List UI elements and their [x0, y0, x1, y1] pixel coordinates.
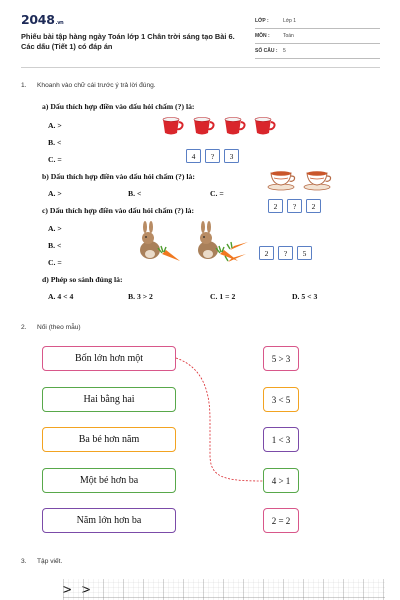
question-d-option-c[interactable]: C. 1 = 2 [210, 292, 236, 301]
question-c-option-c[interactable]: C. = [48, 258, 62, 267]
match-right-item[interactable]: 3 < 5 [263, 387, 299, 412]
meta-table [255, 15, 380, 60]
number-box: 5 [297, 246, 312, 260]
section-1-heading: 1. Khoanh vào chữ cái trước ý trả lời đúng. [21, 82, 156, 89]
answer-box[interactable]: ? [205, 149, 220, 163]
rabbit-carrot-icon [128, 220, 252, 266]
red-cup-icon [222, 114, 246, 138]
meta-value: 5 [283, 48, 286, 54]
match-left-item[interactable]: Hai bằng hai [42, 387, 176, 412]
question-b-label: b) Dấu thích hợp điền vào dấu hỏi chấm (?) là: [42, 172, 195, 181]
meta-value: Toán [283, 33, 294, 39]
match-right-item[interactable]: 1 < 3 [263, 427, 299, 452]
question-d-option-a[interactable]: A. 4 < 4 [48, 292, 74, 301]
meta-key: LỚP : [255, 18, 269, 24]
match-right-item[interactable]: 4 > 1 [263, 468, 299, 493]
question-d-option-d[interactable]: D. 5 < 3 [292, 292, 318, 301]
question-a-option-a[interactable]: A. > [48, 121, 62, 130]
meta-row-subject [255, 30, 380, 44]
question-d-option-b[interactable]: B. 3 > 2 [128, 292, 153, 301]
number-box: 2 [259, 246, 274, 260]
number-box: 4 [186, 149, 201, 163]
match-left-item[interactable]: Một bé hơn ba [42, 468, 176, 493]
red-cup-icon [191, 114, 215, 138]
question-b-option-c[interactable]: C. = [210, 189, 224, 198]
number-box: 2 [268, 199, 283, 213]
site-logo[interactable]: 2048.vn [21, 12, 64, 27]
meta-value: Lớp 1 [283, 18, 297, 24]
answer-box[interactable]: ? [278, 246, 293, 260]
question-c-label: c) Dấu thích hợp điền vào dấu hỏi chấm (?) là: [42, 206, 195, 215]
meta-key: SỐ CÂU : [255, 48, 278, 54]
red-cup-icon [160, 114, 184, 138]
header-divider [21, 67, 380, 68]
answer-box[interactable]: ? [287, 199, 302, 213]
question-a-option-c[interactable]: C. = [48, 155, 62, 164]
question-c-boxes [259, 246, 312, 260]
meta-row-class [255, 15, 380, 29]
question-d-label: d) Phép so sánh đúng là: [42, 275, 123, 284]
writing-grid[interactable] [63, 577, 385, 600]
question-c-option-a[interactable]: A. > [48, 224, 62, 233]
match-left-item[interactable]: Bốn lớn hơn một [42, 346, 176, 371]
question-b-option-b[interactable]: B. < [128, 189, 142, 198]
question-a-option-b[interactable]: B. < [48, 138, 62, 147]
document-title: Phiếu bài tập hàng ngày Toán lớp 1 Chân trời sáng tạo Bài 6. Các dấu (Tiết 1) có đáp án [21, 32, 235, 51]
match-left-item[interactable]: Năm lớn hơn ba [42, 508, 176, 533]
question-b-boxes [268, 199, 321, 213]
number-box: 2 [306, 199, 321, 213]
number-box: 3 [224, 149, 239, 163]
red-cup-icon [252, 114, 276, 138]
question-c-option-b[interactable]: B. < [48, 241, 62, 250]
question-a-boxes [186, 149, 239, 163]
match-right-item[interactable]: 2 = 2 [263, 508, 299, 533]
teacup-icon [302, 165, 334, 191]
teacup-icon [266, 165, 298, 191]
question-b-option-a[interactable]: A. > [48, 189, 62, 198]
match-right-item[interactable]: 5 > 3 [263, 346, 299, 371]
section-3-heading: 3. Tập viết. [21, 558, 63, 565]
meta-row-count [255, 45, 380, 59]
meta-key: MÔN : [255, 33, 270, 39]
question-a-label: a) Dấu thích hợp điền vào dấu hỏi chấm (?) là: [42, 102, 195, 111]
match-left-item[interactable]: Ba bé hơn năm [42, 427, 176, 452]
section-2-heading: 2. Nối (theo mẫu) [21, 324, 81, 331]
